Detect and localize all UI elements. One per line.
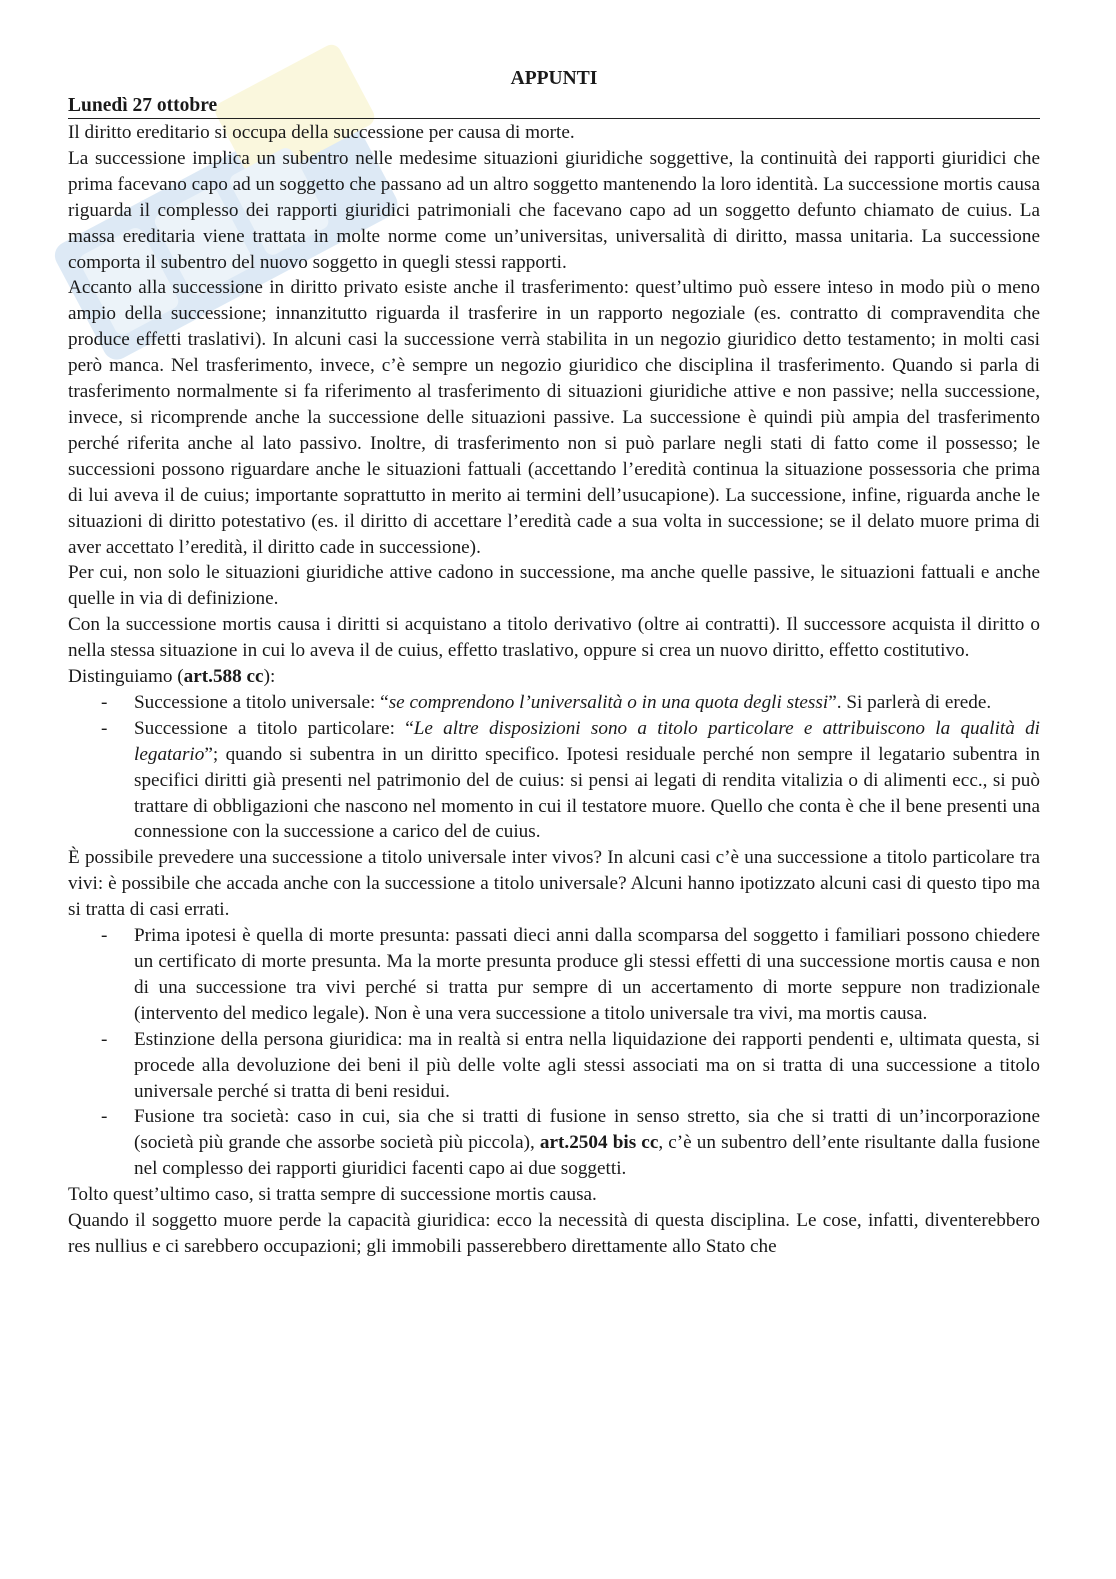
list-item [134,1104,1040,1182]
paragraph [68,664,1040,690]
article-reference: art.588 cc [183,666,264,688]
page-title: APPUNTI [510,68,598,89]
text-span: Fusione tra società: caso in cui, sia che si tratti di fusione in senso stretto, sia che si tratti di un’incorporazione (società più grande che assorbe società più piccola), [134,1106,1040,1154]
paragraph: Accanto alla successione in diritto privato esiste anche il trasferimento: quest’ultimo può essere inteso in modo più o meno ampio della successione; innanzitutto riguarda il trasferire in un rapporto negoziale (es. contratto di compravendita che produce effetti traslativi). In alcuni casi la successione verrà stabilita in un negozio giuridico detto testamento; in molti casi però manca. Nel trasferimento, invece, c’è sempre un negozio giuridico che disciplina il trasferimento. Quando si parla di trasferimento normalmente si fa riferimento al trasferimento di situazioni giuridiche attive e non passive; nella successione, invece, si ricomprende anche la successione delle situazioni passive. La successione è quindi più ampia del trasferimento perché riferita anche al lato passivo. Inoltre, di trasferimento non si può parlare negli stati di fatto come il possesso; le successioni possono riguardare anche le situazioni fattuali (accettando l’eredità continua la situazione possessoria che prima di lui aveva il de cuius; importante soprattutto in merito ai termini dell’usucapione). La successione, infine, riguarda anche le situazioni di diritto potestativo (es. il diritto di accettare l’eredità cade a sua volta in successione; se il delato muore prima di aver accettato l’eredità, il diritto cade in successione). [68,277,1040,558]
text-span: ”; quando si subentra in un diritto specifico. Ipotesi residuale perché non sempre il legatario subentra in specifici diritti già presenti nel patrimonio del de cuius: si pensi ai legati di rendita vitalizia o di alimenti ecc., si può trattare di obbligazioni che nascono nel momento in cui il testatore muore. Quello che conta è che il bene presenti una connessione con la successione a carico del de cuius. [134,743,1040,843]
text-span: Successione a titolo particolare: “ [134,717,414,739]
list-item [134,716,1040,846]
paragraph: Il diritto ereditario si occupa della successione per causa di morte. [68,122,575,143]
text-span: ): [263,666,276,688]
document-page [68,66,1040,1260]
succession-types-list [68,690,1040,845]
paragraph: Tolto quest’ultimo caso, si tratta sempre di successione mortis causa. [68,1184,597,1206]
lecture-date: Lunedì 27 ottobre [68,94,1040,119]
paragraph: La successione implica un subentro nelle medesime situazioni giuridiche soggettive, la continuità dei rapporti giuridici che prima facevano capo ad un soggetto che passano ad un altro soggetto mantenendo la loro identità. La successione mortis causa riguarda il complesso dei rapporti giuridici patrimoniali che facevano capo ad un soggetto defunto chiamato de cuius. La massa ereditaria viene trattata in molte norme come un’universitas, universalità di diritto, massa unitaria. La successione comporta il subentro del nuovo soggetto in quegli stessi rapporti. [68,147,1040,273]
text-span: ”. Si parlerà di erede. [828,691,992,713]
quotation: Le altre disposizioni sono a titolo particolare e attribuiscono la qualità di legatario [134,717,1041,765]
paragraph: Con la successione mortis causa i diritti si acquistano a titolo derivativo (oltre ai contratti). Il successore acquista il diritto o nella stessa situazione in cui lo aveva il de cuius, effetto traslativo, oppure si crea un nuovo diritto, effetto costitutivo. [68,614,1040,662]
text-span: , c’è un subentro dell’ente risultante dalla fusione nel complesso dei rapporti giuridici facenti capo ai due soggetti. [134,1132,1040,1180]
text-span: Successione a titolo universale: “ [134,691,389,713]
list-item: - Prima ipotesi è quella di morte presunta: passati dieci anni dalla scomparsa del soggetto i familiari possono chiedere un certificato di morte presunta. Ma la morte presunta produce gli stessi effetti di una successione mortis causa e non di una successione tra vivi perché si tratta pur sempre di un accertamento di morte seppure non tradizionale (intervento del medico legale). Non è una vera successione a titolo universale tra vivi, ma mortis causa. [134,923,1040,1027]
paragraph: È possibile prevedere una successione a titolo universale inter vivos? In alcuni casi c’è una successione a titolo particolare tra vivi: è possibile che accada anche con la successione a titolo universale? Alcuni hanno ipotizzato alcuni casi di questo tipo ma si tratta di casi errati. [68,847,1040,921]
quotation: se comprendono l’universalità o in una quota degli stessi [388,691,829,713]
paragraph: Quando il soggetto muore perde la capacità giuridica: ecco la necessità di questa disciplina. Le cose, infatti, diventerebbero res nullius e ci sarebbero occupazioni; gli immobili passerebbero direttamente allo Stato che [68,1210,1040,1257]
paragraph: Per cui, non solo le situazioni giuridiche attive cadono in successione, ma anche quelle passive, le situazioni fattuali e anche quelle in via di definizione. [68,562,1040,610]
list-item [134,690,1040,716]
text-span: Distinguiamo ( [68,666,184,688]
article-reference: art.2504 bis cc [539,1132,659,1154]
hypotheses-list [68,923,1040,1182]
list-item: - Estinzione della persona giuridica: ma in realtà si entra nella liquidazione dei rapporti pendenti e, ultimata questa, si procede alla devoluzione dei beni il più delle volte agli stessi associati ma on si tratta di una successione a titolo universale perché si tratta di beni residui. [134,1027,1040,1105]
